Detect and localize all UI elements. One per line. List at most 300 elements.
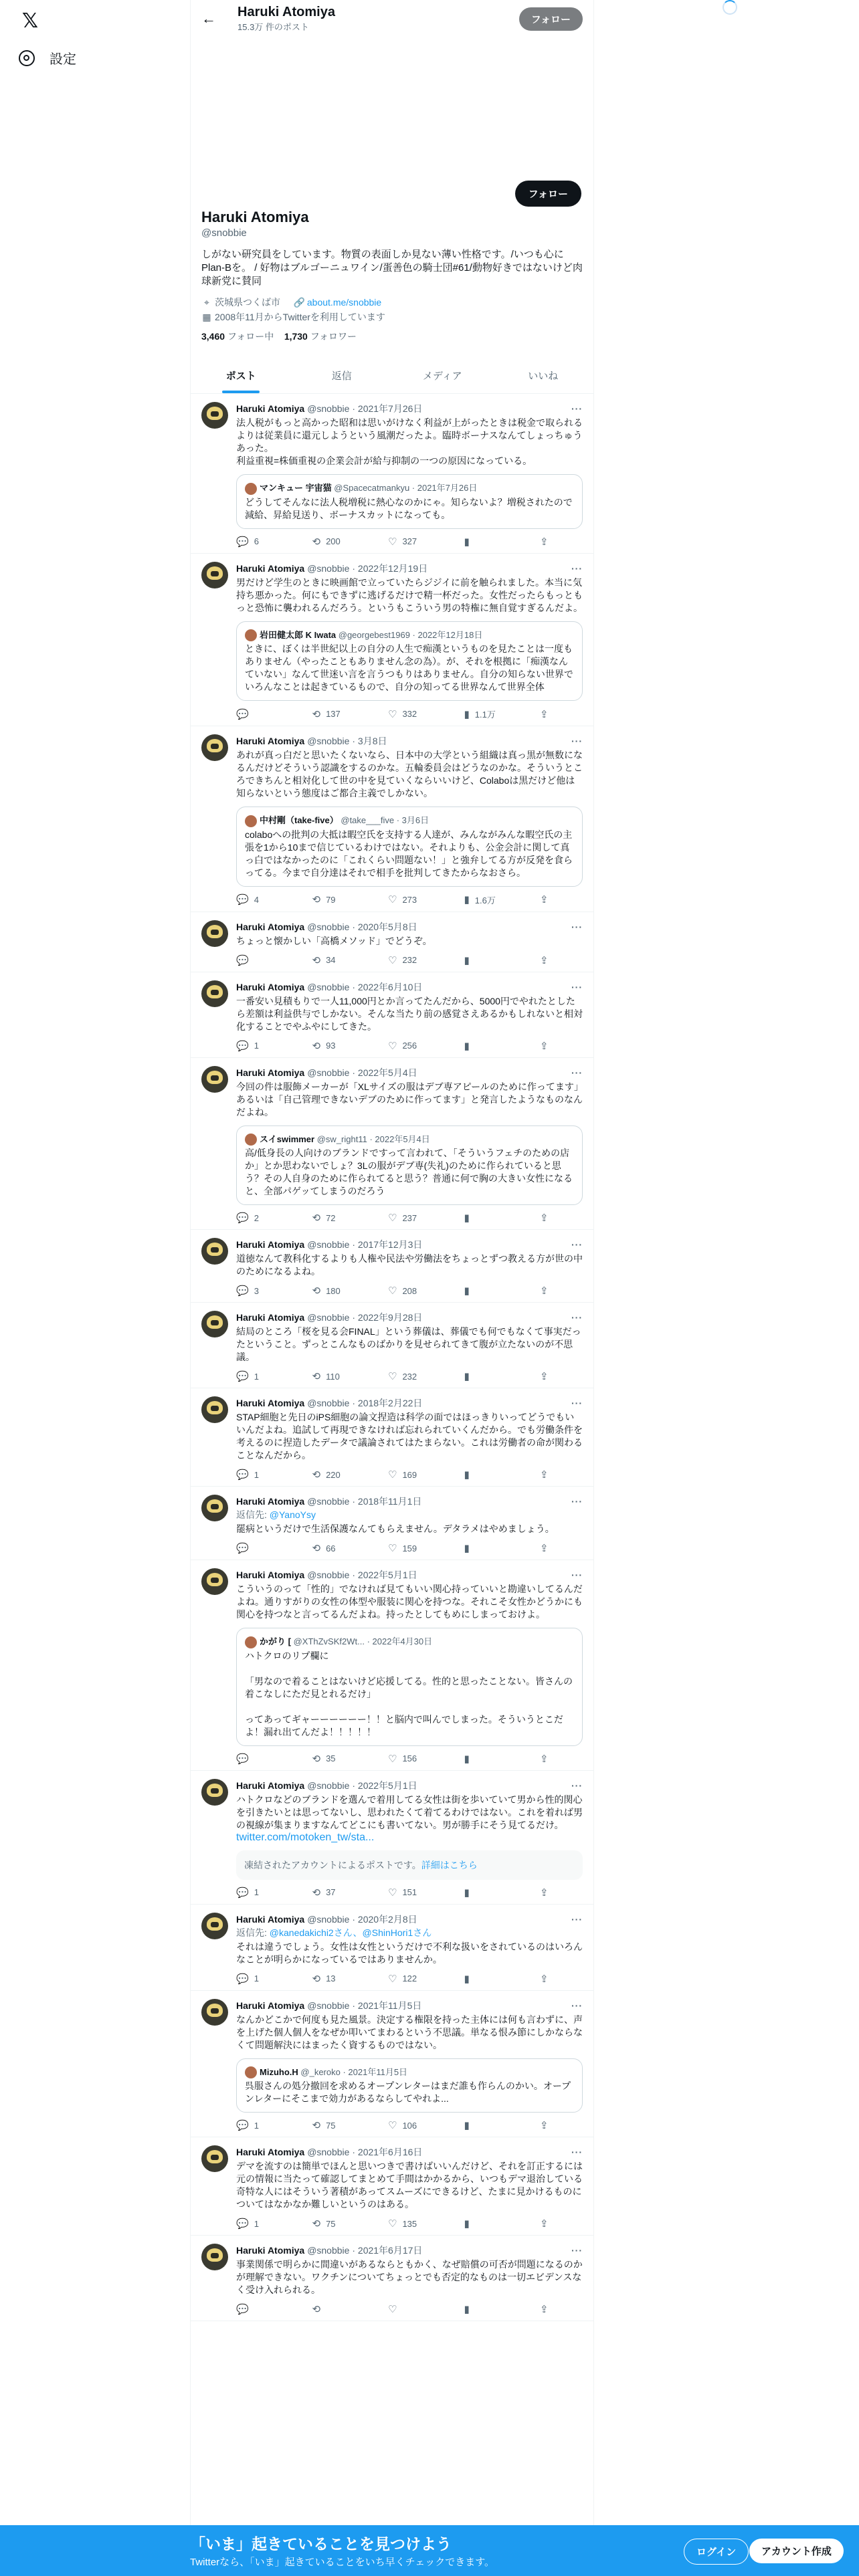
like-button[interactable] xyxy=(388,708,428,720)
tweet-body xyxy=(236,1311,583,1382)
retweet-button[interactable] xyxy=(312,893,353,906)
tweet-author-name[interactable]: Haruki Atomiya xyxy=(236,2000,305,2011)
loading-spinner-icon xyxy=(723,0,737,15)
share-button[interactable] xyxy=(540,1285,580,1297)
tweet-text: あれが真っ白だと思いたくないなら、日本中の大学という組織は真っ黒が無数になるんだけどそういう認識をするのかな。五輪委員会はどうなのかな。そういうところできちんと相対化して世の中を見ていくならいいけど、Colaboは黒だけど他は知らないという態度はご都合主義でしかない。 xyxy=(236,750,583,799)
share-button[interactable] xyxy=(540,2218,580,2230)
more-options-icon[interactable]: ··· xyxy=(571,736,583,747)
tweet-text: 法人税がもっと高かった昭和は思いがけなく利益が上がったときは税金で取られるよりは従業員に還元しようという風潮だったよ。臨時ボーナスなんてしょっちゅうあった。 利益重視=株価重視の企業会計が給与抑制の一つの原因になっている。 xyxy=(236,417,583,466)
views-button[interactable] xyxy=(464,1040,504,1052)
avatar[interactable] xyxy=(201,1779,228,1806)
separator-dot: · xyxy=(349,2245,358,2256)
tweet[interactable] xyxy=(191,1230,593,1303)
more-options-icon[interactable]: ··· xyxy=(571,981,583,992)
quote-tweet[interactable] xyxy=(236,474,583,529)
following-link[interactable] xyxy=(201,331,274,342)
avatar[interactable] xyxy=(201,402,228,429)
views-button[interactable] xyxy=(464,1542,504,1554)
tweet-author-name[interactable]: Haruki Atomiya xyxy=(236,981,305,992)
tweet-author-handle[interactable]: @snobbie xyxy=(307,1780,350,1791)
tweet[interactable] xyxy=(191,1905,593,1991)
share-button[interactable] xyxy=(540,2303,580,2315)
share-button[interactable] xyxy=(540,1212,580,1224)
frozen-details-link[interactable]: 詳細はこちら xyxy=(421,1859,478,1870)
views-icon: ▮ xyxy=(464,708,470,720)
reply-button[interactable] xyxy=(236,1469,276,1481)
views-button[interactable] xyxy=(464,536,504,548)
tweet-author-handle[interactable]: @snobbie xyxy=(307,921,350,932)
reply-button[interactable] xyxy=(236,1887,276,1899)
like-button[interactable] xyxy=(388,1973,428,1985)
tweet-author-handle[interactable]: @snobbie xyxy=(307,2147,350,2158)
tweet[interactable] xyxy=(191,554,593,727)
avatar[interactable] xyxy=(201,1396,228,1423)
views-button[interactable] xyxy=(464,1973,504,1985)
quote-header xyxy=(245,2066,574,2079)
like-button[interactable] xyxy=(388,954,428,966)
tweet-author-name[interactable]: Haruki Atomiya xyxy=(236,403,305,414)
tweet[interactable] xyxy=(191,912,593,972)
retweet-button[interactable] xyxy=(312,1040,353,1052)
tweet-date[interactable]: 2022年9月28日 xyxy=(357,1312,423,1323)
share-button[interactable] xyxy=(540,1469,580,1481)
quote-text: ハトクロのリプ欄に 「男なので着ることはないけど応援してる。性的と思ったことない。皆さんの着こなしにただ見とれるだけ」 ってあってギャーーーーーー！！と脳内で叫んでしまった。そういうとこだよ！漏れ出てんだよ！！！！！ xyxy=(245,1650,573,1737)
retweet-button[interactable] xyxy=(312,1285,353,1297)
followers-count: 1,730 xyxy=(284,331,308,342)
tweet-body xyxy=(236,920,583,966)
profile-info xyxy=(191,189,593,343)
retweet-button[interactable] xyxy=(312,1542,353,1554)
header-follow-button[interactable]: フォロー xyxy=(519,7,583,31)
tweet-date[interactable]: 2018年2月22日 xyxy=(357,1398,423,1409)
views-button[interactable] xyxy=(464,1212,504,1224)
bottom-bar-subtitle: Twitterなら、「いま」起きていることをいち早くチェックできます。 xyxy=(190,2557,495,2568)
avatar[interactable] xyxy=(201,1568,228,1595)
avatar[interactable] xyxy=(201,1238,228,1265)
tweet-link[interactable]: twitter.com/motoken_tw/sta... xyxy=(236,1831,375,1843)
tweet-text: 今回の件は服飾メーカーが「XLサイズの服はデブ専アピールのために作ってます」あるいは「自己管理できないデブのために作ってます」と発言したようなものなんだよね。 xyxy=(236,1081,583,1117)
views-icon: ▮ xyxy=(464,536,470,548)
quote-date: 2022年4月30日 xyxy=(372,1636,433,1647)
like-icon: ♡ xyxy=(388,1371,397,1383)
more-options-icon[interactable]: ··· xyxy=(571,403,583,414)
tweet[interactable] xyxy=(191,1487,593,1560)
share-button[interactable] xyxy=(540,1542,580,1554)
reply-to-link[interactable]: @kanedakichi2さん、@ShinHori1さん xyxy=(269,1927,432,1938)
tweet-actions xyxy=(236,2119,583,2131)
views-count: 1.1万 xyxy=(474,710,496,720)
retweet-button[interactable] xyxy=(312,1887,353,1899)
quote-author-handle: @sw_right11 xyxy=(316,1134,367,1144)
quote-avatar xyxy=(245,1134,257,1146)
tweet-date[interactable]: 2020年5月8日 xyxy=(357,921,417,932)
views-icon: ▮ xyxy=(464,2218,470,2230)
more-options-icon[interactable]: ··· xyxy=(571,1067,583,1078)
tweet[interactable] xyxy=(191,1991,593,2138)
location-icon: ⌖ xyxy=(204,297,209,308)
tweet-body xyxy=(236,1913,583,1985)
tweet-author-handle[interactable]: @snobbie xyxy=(307,1239,350,1251)
tweet[interactable] xyxy=(191,1058,593,1230)
tweet[interactable] xyxy=(191,2236,593,2321)
views-icon: ▮ xyxy=(464,894,470,906)
tweet-actions xyxy=(236,1040,583,1052)
tweet-text: なんかどこかで何度も見た風景。決定する権限を持った主体には何も言わずに、声を上げた個人個人をなぜか叩いてまわるという不思議。単なる恨み節にしかならなくて問題解決にはまったく資するものではない。 xyxy=(236,2014,583,2050)
views-button[interactable] xyxy=(464,954,504,966)
tweet-body xyxy=(236,734,583,906)
quote-tweet[interactable] xyxy=(236,2058,583,2113)
follow-button[interactable]: フォロー xyxy=(515,181,581,207)
quote-date: 2022年5月4日 xyxy=(375,1134,430,1144)
link-icon: 🔗 xyxy=(293,297,306,308)
tweet-author-name[interactable]: Haruki Atomiya xyxy=(236,2147,305,2158)
tweet-date[interactable]: 2018年11月1日 xyxy=(357,1496,422,1507)
reply-to xyxy=(236,1508,583,1521)
like-icon: ♡ xyxy=(388,1887,397,1899)
reply-to-link[interactable]: @YanoYsy xyxy=(269,1509,316,1521)
retweet-icon: ⟲ xyxy=(312,1285,321,1297)
tweet-author-handle[interactable]: @snobbie xyxy=(307,1496,350,1507)
like-count: 151 xyxy=(402,1887,417,1898)
reply-button[interactable] xyxy=(236,2303,276,2315)
quote-tweet[interactable] xyxy=(236,1125,583,1206)
reply-icon: 💬 xyxy=(236,536,249,548)
share-icon: ⇪ xyxy=(540,1543,549,1555)
like-icon: ♡ xyxy=(388,2304,397,2316)
profile-meta xyxy=(201,295,583,324)
profile-website-link[interactable] xyxy=(294,297,381,308)
quote-date: 2021年7月26日 xyxy=(417,483,478,493)
login-button[interactable]: ログイン xyxy=(684,2539,749,2565)
separator-dot: · xyxy=(409,483,417,493)
share-button[interactable] xyxy=(540,893,580,906)
reply-button[interactable] xyxy=(236,893,276,906)
reply-button[interactable] xyxy=(236,536,276,548)
more-options-icon[interactable]: ··· xyxy=(571,1496,583,1507)
like-button[interactable] xyxy=(388,1887,428,1899)
avatar[interactable] xyxy=(201,1311,228,1337)
reply-button[interactable] xyxy=(236,1370,276,1382)
more-options-icon[interactable]: ··· xyxy=(571,1239,583,1251)
tweet-author-handle[interactable]: @snobbie xyxy=(307,403,350,414)
tweet-date[interactable]: 2021年11月5日 xyxy=(357,2000,422,2011)
quote-author-name: かがり [ xyxy=(260,1636,291,1647)
like-button[interactable] xyxy=(388,1370,428,1382)
tweet[interactable] xyxy=(191,726,593,912)
tweet-header xyxy=(236,2244,583,2257)
like-button[interactable] xyxy=(388,1542,428,1554)
bottom-signup-bar xyxy=(0,2525,859,2576)
reply-button[interactable] xyxy=(236,954,276,966)
like-icon: ♡ xyxy=(388,1040,397,1052)
reply-to-label: 返信先: xyxy=(236,1509,270,1521)
tweet-author-name[interactable]: Haruki Atomiya xyxy=(236,1312,305,1323)
tweet-author-name[interactable]: Haruki Atomiya xyxy=(236,921,305,932)
tweet-author-handle[interactable]: @snobbie xyxy=(307,981,350,992)
like-button[interactable] xyxy=(388,1753,428,1765)
retweet-button[interactable] xyxy=(312,954,353,966)
share-button[interactable] xyxy=(540,1370,580,1382)
more-options-icon[interactable]: ··· xyxy=(571,1312,583,1323)
tweet[interactable] xyxy=(191,1388,593,1487)
like-button[interactable] xyxy=(388,536,428,548)
more-options-icon[interactable]: ··· xyxy=(571,1398,583,1409)
tweet-date[interactable]: 2021年6月16日 xyxy=(357,2147,423,2158)
separator-dot: · xyxy=(394,815,402,826)
reply-count: 1 xyxy=(254,2218,259,2229)
like-button[interactable] xyxy=(388,893,428,906)
tweet-actions xyxy=(236,954,583,966)
retweet-icon: ⟲ xyxy=(312,1753,321,1765)
tweet[interactable] xyxy=(191,1303,593,1388)
avatar[interactable] xyxy=(201,1495,228,1521)
share-button[interactable] xyxy=(540,2119,580,2131)
tab-media[interactable]: メディア xyxy=(422,370,462,382)
reply-button[interactable] xyxy=(236,2119,276,2131)
views-button[interactable] xyxy=(464,1753,504,1765)
tweet-author-handle[interactable]: @snobbie xyxy=(307,1398,350,1409)
tweet-date[interactable]: 2022年5月1日 xyxy=(357,1570,417,1581)
share-button[interactable] xyxy=(540,954,580,966)
tweet-text: STAP細胞と先日のiPS細胞の論文捏造は科学の面ではほっきりいってどうでもいいんだよね。追試して再現できなければ忘れられていくんだから。でも労働条件を考えるのに捏造したデータで議論されてはたまらない。これは労働者の命が関わることなんだから。 xyxy=(236,1412,583,1461)
views-button[interactable] xyxy=(464,1285,504,1297)
avatar[interactable] xyxy=(201,734,228,761)
retweet-count: 220 xyxy=(326,1469,341,1480)
reply-icon: 💬 xyxy=(236,954,249,966)
more-options-icon[interactable]: ··· xyxy=(571,2147,583,2158)
tweet-author-handle[interactable]: @snobbie xyxy=(307,1913,350,1925)
quote-header xyxy=(245,1635,574,1648)
views-button[interactable] xyxy=(464,1887,504,1899)
tweet-author-name[interactable]: Haruki Atomiya xyxy=(236,1239,305,1251)
reply-count: 2 xyxy=(254,1212,259,1223)
like-button[interactable] xyxy=(388,1285,428,1297)
tweet-header xyxy=(236,2145,583,2159)
retweet-button[interactable] xyxy=(312,2303,353,2315)
tweet[interactable] xyxy=(191,2137,593,2236)
share-icon: ⇪ xyxy=(540,708,549,720)
reply-button[interactable] xyxy=(236,1285,276,1297)
avatar[interactable] xyxy=(201,2145,228,2172)
like-icon: ♡ xyxy=(388,536,397,548)
retweet-icon: ⟲ xyxy=(312,1469,321,1481)
share-button[interactable] xyxy=(540,1887,580,1899)
retweet-button[interactable] xyxy=(312,2119,353,2131)
more-options-icon[interactable]: ··· xyxy=(571,1570,583,1581)
like-button[interactable] xyxy=(388,2119,428,2131)
share-button[interactable] xyxy=(540,536,580,548)
tweet-author-handle[interactable]: @snobbie xyxy=(307,2000,350,2011)
quote-tweet[interactable] xyxy=(236,621,583,702)
quote-text: 高/低身長の人向けのブランドですって言われて、「そういうフェチのための店か」とか思わないでしょ？3Lの服がデブ専(失礼)のために作られていると思う？その人自身のために作られてると思う？普通に何で胸の大きい女性になると、全部パゲッてしまうのだろう xyxy=(245,1148,573,1197)
tweet-author-name[interactable]: Haruki Atomiya xyxy=(236,1496,305,1507)
reply-button[interactable] xyxy=(236,1973,276,1985)
views-button[interactable] xyxy=(464,2119,504,2131)
tweet[interactable] xyxy=(191,1560,593,1771)
tweet-author-handle[interactable]: @snobbie xyxy=(307,736,350,747)
avatar[interactable] xyxy=(201,1066,228,1093)
share-button[interactable] xyxy=(540,708,580,720)
reply-button[interactable] xyxy=(236,1753,276,1765)
quote-author-handle: @XThZvSKf2Wt... xyxy=(293,1636,365,1647)
tweet-author-handle[interactable]: @snobbie xyxy=(307,1067,350,1078)
retweet-button[interactable] xyxy=(312,708,353,720)
tweet-date[interactable]: 3月8日 xyxy=(357,736,387,747)
more-options-icon[interactable]: ··· xyxy=(571,562,583,574)
tweet-actions xyxy=(236,2218,583,2230)
views-button[interactable] xyxy=(464,2218,504,2230)
avatar[interactable] xyxy=(201,2244,228,2270)
tweet-date[interactable]: 2020年2月8日 xyxy=(357,1913,417,1925)
tweet-header xyxy=(236,1999,583,2012)
reply-button[interactable] xyxy=(236,1212,276,1224)
reply-count: 1 xyxy=(254,1469,259,1480)
reply-button[interactable] xyxy=(236,708,276,720)
more-options-icon[interactable]: ··· xyxy=(571,2000,583,2011)
reply-count: 1 xyxy=(254,1371,259,1382)
reply-icon: 💬 xyxy=(236,2218,249,2230)
tweet-body xyxy=(236,562,583,721)
retweet-count: 110 xyxy=(326,1371,340,1382)
tweet-header xyxy=(236,1396,583,1410)
tweet-author-name[interactable]: Haruki Atomiya xyxy=(236,1780,305,1791)
retweet-icon: ⟲ xyxy=(312,708,321,720)
quote-avatar xyxy=(245,629,257,641)
like-count: 208 xyxy=(402,1285,417,1296)
share-icon: ⇪ xyxy=(540,1040,549,1052)
views-button[interactable] xyxy=(464,893,504,906)
avatar[interactable] xyxy=(201,1913,228,1939)
signup-button[interactable]: アカウント作成 xyxy=(749,2539,844,2563)
tweet-date[interactable]: 2022年5月1日 xyxy=(357,1780,417,1791)
tweet-header xyxy=(236,980,583,994)
share-button[interactable] xyxy=(540,1040,580,1052)
like-button[interactable] xyxy=(388,2218,428,2230)
retweet-count: 75 xyxy=(326,2218,336,2229)
retweet-button[interactable] xyxy=(312,1973,353,1985)
tweet-author-name[interactable]: Haruki Atomiya xyxy=(236,1398,305,1409)
tweet-author-handle[interactable]: @snobbie xyxy=(307,2245,350,2256)
tweet-header xyxy=(236,734,583,748)
share-icon: ⇪ xyxy=(540,2120,549,2132)
tweet-text: 事業関係で明らかに間違いがあるならともかく、なぜ賠償の可否が問題になるのかが理解できない。ワクチンについてちょっとでも否定的なものは一切エビデンスなく受け入れられる。 xyxy=(236,2259,583,2296)
tweet-date[interactable]: 2022年5月4日 xyxy=(357,1067,417,1078)
quote-header xyxy=(245,481,574,495)
quote-header xyxy=(245,1133,574,1146)
like-button[interactable] xyxy=(388,1469,428,1481)
retweet-button[interactable] xyxy=(312,1753,353,1765)
views-button[interactable] xyxy=(464,1370,504,1382)
retweet-button[interactable] xyxy=(312,536,353,548)
tweet-actions xyxy=(236,893,583,906)
retweet-icon: ⟲ xyxy=(312,2218,321,2230)
tweet-header xyxy=(236,402,583,415)
avatar[interactable] xyxy=(201,980,228,1007)
tab-likes[interactable]: いいね xyxy=(528,370,559,382)
like-button[interactable] xyxy=(388,2303,428,2315)
retweet-button[interactable] xyxy=(312,1469,353,1481)
like-button[interactable] xyxy=(388,1040,428,1052)
reply-button[interactable] xyxy=(236,2218,276,2230)
avatar[interactable] xyxy=(201,1999,228,2026)
more-options-icon[interactable]: ··· xyxy=(571,1913,583,1925)
tab-posts[interactable]: ポスト xyxy=(191,358,292,393)
reply-icon: 💬 xyxy=(236,1212,249,1224)
retweet-button[interactable] xyxy=(312,1212,353,1224)
x-logo-icon[interactable]: 𝕏 xyxy=(21,9,39,32)
more-options-icon[interactable]: ··· xyxy=(571,2245,583,2256)
quote-avatar xyxy=(245,2066,257,2078)
back-arrow-icon[interactable]: ← xyxy=(201,10,216,27)
retweet-button[interactable] xyxy=(312,2218,353,2230)
tweet-author-handle[interactable]: @snobbie xyxy=(307,1570,350,1581)
reply-count: 4 xyxy=(254,894,259,905)
reply-button[interactable] xyxy=(236,1040,276,1052)
tweet-date[interactable]: 2021年7月26日 xyxy=(357,403,423,414)
tweet-author-name[interactable]: Haruki Atomiya xyxy=(236,2245,305,2256)
share-icon: ⇪ xyxy=(540,1469,549,1481)
avatar[interactable] xyxy=(201,920,228,947)
share-icon: ⇪ xyxy=(540,2304,549,2316)
retweet-button[interactable] xyxy=(312,1370,353,1382)
share-button[interactable] xyxy=(540,1753,580,1765)
views-button[interactable] xyxy=(464,2303,504,2315)
tweet-author-name[interactable]: Haruki Atomiya xyxy=(236,736,305,747)
tweet[interactable] xyxy=(191,1771,593,1905)
tweet-date[interactable]: 2021年6月17日 xyxy=(357,2245,423,2256)
more-options-icon[interactable]: ··· xyxy=(571,1780,583,1791)
tweet-header xyxy=(236,1779,583,1792)
retweet-count: 13 xyxy=(326,1973,336,1984)
quote-tweet[interactable] xyxy=(236,1628,583,1746)
views-button[interactable] xyxy=(464,708,504,720)
quote-avatar xyxy=(245,1636,257,1648)
tweet-text: 道徳なんて教科化するよりも人権や民法や労働法をちょっとずつ教える方が世の中のためになるよね。 xyxy=(236,1253,583,1277)
retweet-count: 72 xyxy=(326,1212,336,1223)
views-button[interactable] xyxy=(464,1469,504,1481)
separator-dot: · xyxy=(349,1913,358,1925)
tweet-author-handle[interactable]: @snobbie xyxy=(307,1312,350,1323)
reply-button[interactable] xyxy=(236,1542,276,1554)
separator-dot: · xyxy=(349,1398,358,1409)
tweet-author-handle[interactable]: @snobbie xyxy=(307,562,350,574)
like-icon: ♡ xyxy=(388,2218,397,2230)
tab-replies[interactable]: 返信 xyxy=(331,370,352,382)
tweet-actions xyxy=(236,1285,583,1297)
share-button[interactable] xyxy=(540,1973,580,1985)
tweet-date[interactable]: 2022年12月19日 xyxy=(357,562,428,574)
tweet-author-name[interactable]: Haruki Atomiya xyxy=(236,1570,305,1581)
reply-count: 3 xyxy=(254,1285,259,1296)
separator-dot: · xyxy=(349,921,358,932)
tweet-date[interactable]: 2022年6月10日 xyxy=(357,981,423,992)
tweet-date[interactable]: 2017年12月3日 xyxy=(357,1239,423,1251)
tweet[interactable] xyxy=(191,394,593,554)
avatar[interactable] xyxy=(201,562,228,588)
tweet-author-name[interactable]: Haruki Atomiya xyxy=(236,562,305,574)
like-button[interactable] xyxy=(388,1212,428,1224)
quote-header xyxy=(245,629,574,642)
tweet-author-name[interactable]: Haruki Atomiya xyxy=(236,1913,305,1925)
retweet-count: 37 xyxy=(326,1887,336,1898)
tweet-author-name[interactable]: Haruki Atomiya xyxy=(236,1067,305,1078)
followers-link[interactable] xyxy=(284,331,357,342)
more-options-icon[interactable]: ··· xyxy=(571,921,583,932)
reply-count: 1 xyxy=(254,2120,259,2131)
quote-tweet[interactable] xyxy=(236,807,583,887)
settings-link[interactable] xyxy=(19,48,76,68)
tweet[interactable] xyxy=(191,972,593,1058)
